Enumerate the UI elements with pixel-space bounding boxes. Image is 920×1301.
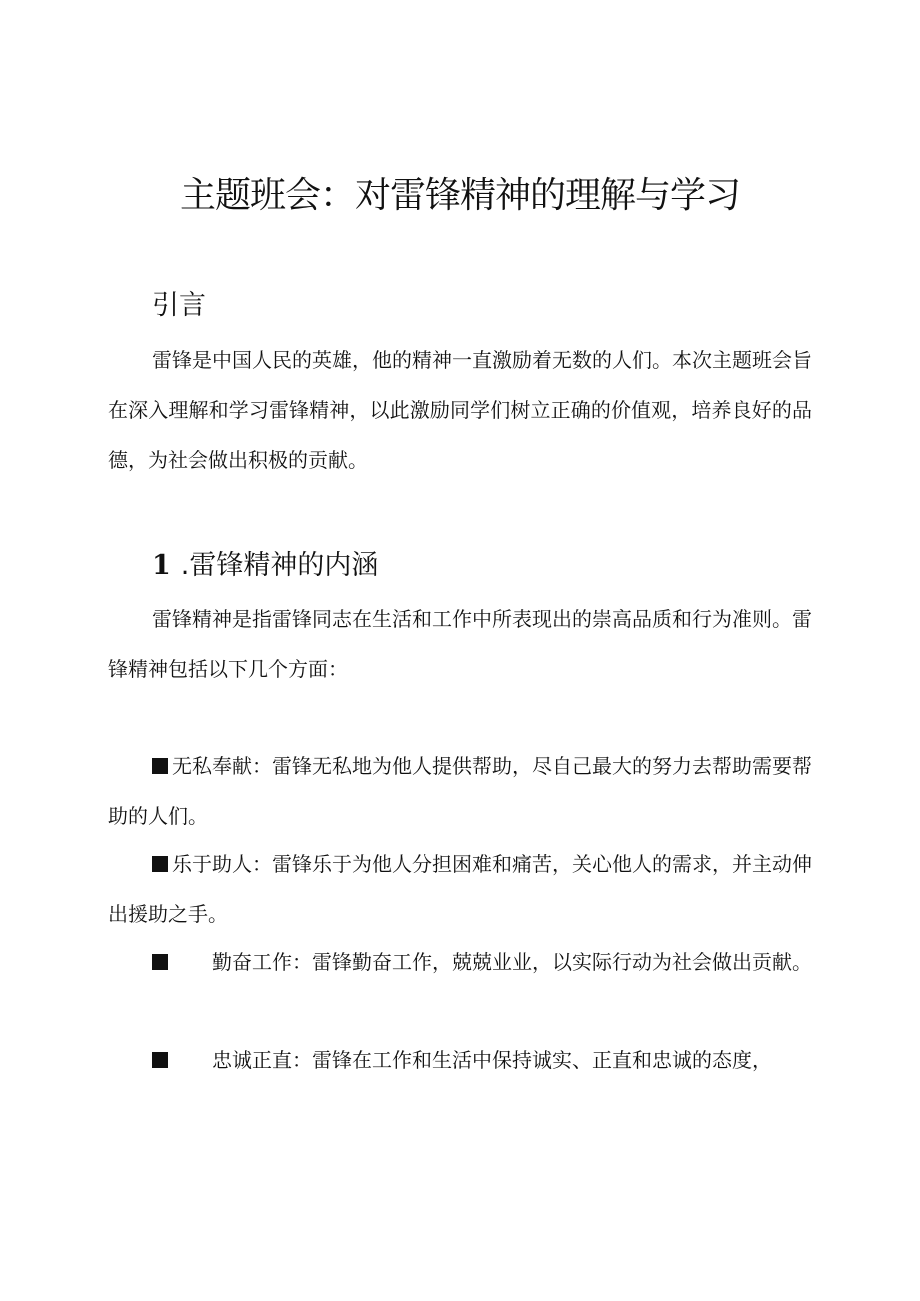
section-number: 1 [152, 550, 171, 581]
document-title: 主题班会：对雷锋精神的理解与学习 [179, 175, 740, 216]
square-bullet-icon [152, 758, 168, 774]
bullet-item [108, 937, 812, 987]
bullet-text: 无私奉献：雷锋无私地为他人提供帮助，尽自己最大的努力去帮助需要帮助的人们。 [108, 754, 812, 828]
section-heading-1-text: .雷锋精神的内涵 [180, 550, 379, 581]
square-bullet-icon [152, 856, 168, 872]
section-heading-1 [152, 546, 378, 586]
bullet-text: 忠诚正直：雷锋在工作和生活中保持诚实、正直和忠诚的态度， [212, 1048, 772, 1072]
bullet-item [108, 1035, 812, 1085]
section-heading-intro [152, 286, 206, 326]
square-bullet-icon [152, 1052, 168, 1068]
bullet-item [108, 741, 812, 841]
bullet-text: 勤奋工作：雷锋勤奋工作，兢兢业业，以实际行动为社会做出贡献。 [212, 950, 812, 974]
section-1-paragraph: 雷锋精神是指雷锋同志在生活和工作中所表现出的崇高品质和行为准则。雷锋精神包括以下几个方面： [108, 607, 812, 681]
section-heading-intro-text: 引言 [152, 290, 206, 321]
bullet-text: 乐于助人：雷锋乐于为他人分担困难和痛苦，关心他人的需求，并主动伸出援助之手。 [108, 852, 812, 926]
bullet-item [108, 839, 812, 939]
square-bullet-icon [152, 954, 168, 970]
intro-paragraph: 雷锋是中国人民的英雄，他的精神一直激励着无数的人们。本次主题班会旨在深入理解和学习雷锋精神，以此激励同学们树立正确的价值观，培养良好的品德，为社会做出积极的贡献。 [108, 348, 812, 472]
